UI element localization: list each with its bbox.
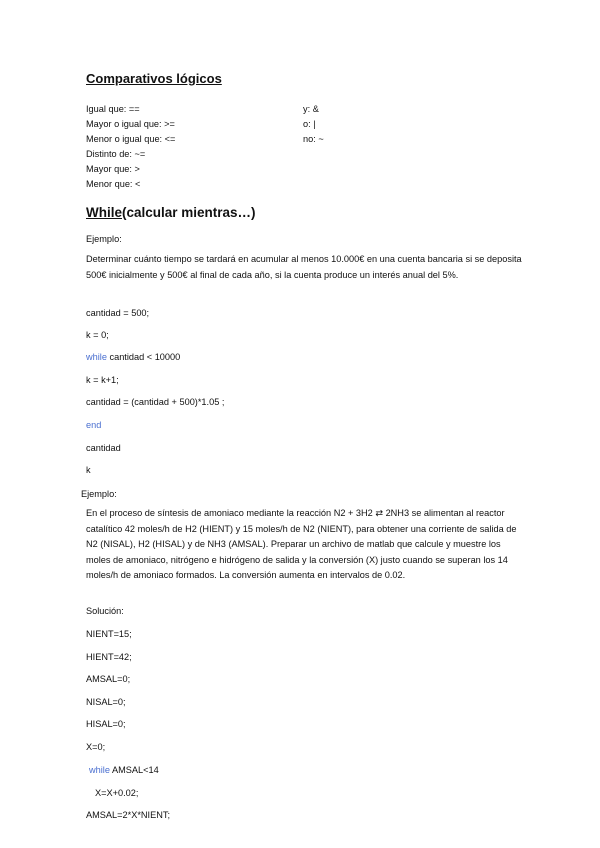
solution-label: Solución: [86,606,124,616]
logical-operator: o: | [303,119,316,129]
code-line: cantidad = (cantidad + 500)*1.05 ; [86,397,225,407]
example-statement: En el proceso de síntesis de amoniaco mediante la reacción N2 + 3H2 ⇄ 2NH3 se alimentan al reactor catalítico 42 moles/h de H2 (HIENT) y 15 moles/h de N2 (NIENT), para obtener una corriente de salida de N2 (NISAL), H2 (HISAL) y de NH3 (AMSAL). Preparar un archivo de matlab que calcule y muestre los moles de amoniaco, nitrógeno e hidrógeno de salida y la conversión (X) justo cuando se superan los 14 moles/h de amoniaco formados. La conversión aumenta en intervalos de 0.02. [86,508,517,580]
example-statement: Determinar cuánto tiempo se tardará en acumular al menos 10.000€ en una cuenta bancaria si se deposita 500€ inicialmente y 500€ al final de cada año, si la cuenta produce un interés anual del 5%. [86,254,522,280]
code-line: NISAL=0; [86,697,126,707]
code-line: k [86,465,91,475]
logical-operator: y: & [303,104,319,114]
code-line: AMSAL=2*X*NIENT; [86,810,170,820]
operator-line: Mayor o igual que: >= [86,119,175,129]
code-line: while cantidad < 10000 [86,352,181,362]
code-line: X=X+0.02; [95,788,139,798]
code-line: k = k+1; [86,375,119,385]
operator-line: Distinto de: ~= [86,149,146,159]
while-keyword-title: While [86,205,122,220]
code-line: cantidad = 500; [86,308,150,318]
code-line: X=0; [86,742,106,752]
example-label: Ejemplo: [86,234,122,244]
section-title-while [86,205,256,220]
code-line: while AMSAL<14 [89,765,159,775]
while-title-rest: (calcular mientras…) [122,205,256,220]
example-label: Ejemplo: [81,489,117,499]
code-line: k = 0; [86,330,109,340]
section-title-comparativos: Comparativos lógicos [86,71,222,86]
code-line: HIENT=42; [86,652,132,662]
operator-line: Menor o igual que: <= [86,134,176,144]
logical-operator: no: ~ [303,134,324,144]
code-line: end [86,420,102,430]
code-line: AMSAL=0; [86,674,131,684]
code-line: NIENT=15; [86,629,132,639]
operator-line: Igual que: == [86,104,140,114]
code-line: cantidad [86,443,121,453]
code-line: HISAL=0; [86,719,126,729]
operator-line: Menor que: < [86,179,141,189]
operator-line: Mayor que: > [86,164,140,174]
